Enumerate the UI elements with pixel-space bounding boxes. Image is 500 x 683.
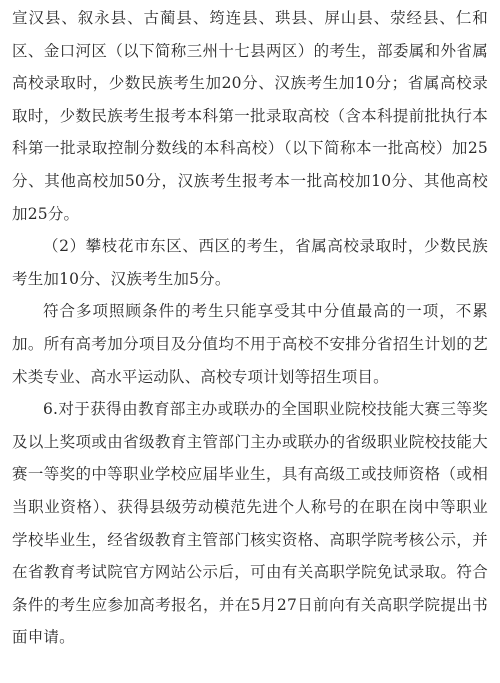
paragraph-vocational-exemption: 6.对于获得由教育部主办或联办的全国职业院校技能大赛三等奖及以上奖项或由省级教育主管部门主办或联办的省级职业院校技能大赛一等奖的中等职业学校应届毕业生，具有高级工或技师资格（或相当职业资格）、获得县级劳动模范先进个人称号的在职在岗中等职业学校毕业生，经省级教育主管部门核实资格、高职学院考核公示，并在省教育考试院官方网站公示后，可由有关高职学院免试录取。符合条件的考生应参加高考报名，并在5月27日前向有关高职学院提出书面申请。 [12,400,488,647]
paragraph-minority-bonus-points: 宣汉县、叙永县、古蔺县、筠连县、珙县、屏山县、荥经县、仁和区、金口河区（以下简称三州十七县两区）的考生，部委属和外省属高校录取时，少数民族考生加20分、汉族考生加10分；省属高校录取时，少数民族考生报考本科第一批录取高校（含本科提前批执行本科第一批录取控制分数线的本科高校）（以下简称本一批高校）加25分、其他高校加50分，汉族考生报考本一批高校加10分、其他高校加25分。 [12,9,488,223]
paragraph-panzhihua-bonus: （2）攀枝花市东区、西区的考生，省属高校录取时，少数民族考生加10分、汉族考生加5分。 [12,237,488,288]
paragraph-no-cumulative-bonus: 符合多项照顾条件的考生只能享受其中分值最高的一项，不累加。所有高考加分项目及分值均不用于高校不安排分省招生计划的艺术类专业、高水平运动队、高校专项计划等招生项目。 [12,302,488,386]
